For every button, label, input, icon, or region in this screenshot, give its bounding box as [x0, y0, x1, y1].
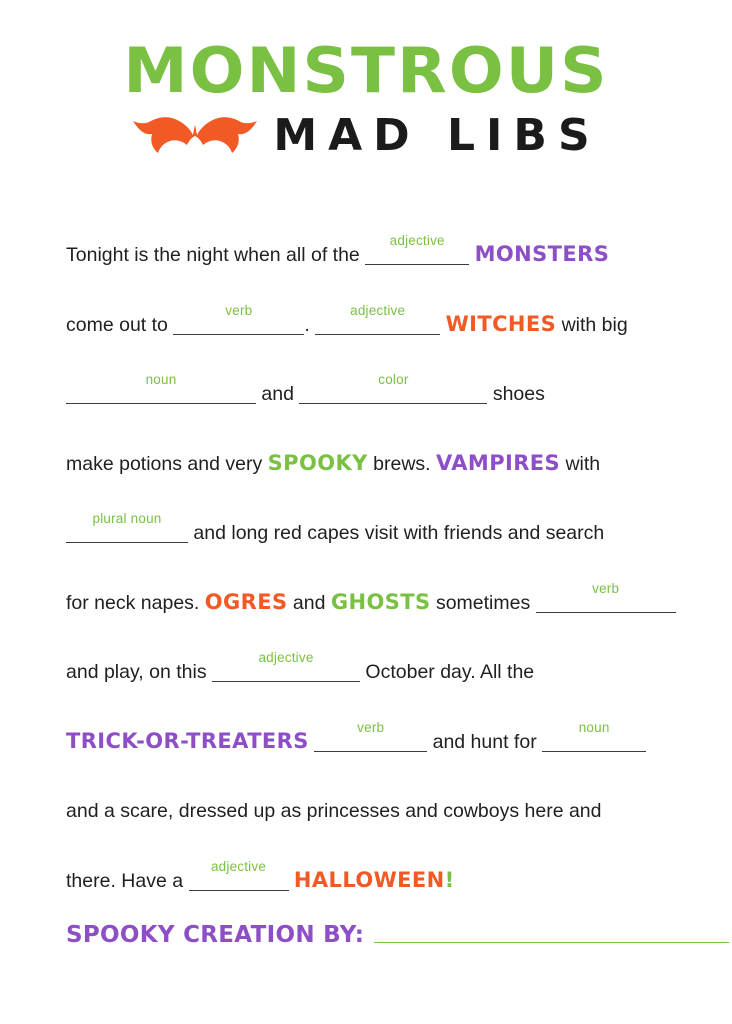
- highlight-word-halloween: HALLOWEEN: [293, 868, 445, 892]
- blank-caption: plural noun: [92, 511, 162, 526]
- blank-caption: color: [378, 372, 409, 387]
- text-segment: and play, on this: [66, 661, 207, 683]
- story-line-6: [66, 568, 666, 638]
- text-segment: shoes: [492, 383, 545, 405]
- blank-caption: adjective: [258, 650, 314, 665]
- page-subtitle: MAD LIBS: [273, 110, 601, 161]
- blank-caption: verb: [225, 303, 253, 318]
- blank-adjective-3[interactable]: [212, 638, 360, 707]
- blank-caption: adjective: [350, 303, 406, 318]
- highlight-word-trick-or-treaters: TRICK-OR-TREATERS: [66, 729, 309, 753]
- text-segment: brews.: [373, 453, 431, 475]
- text-segment: and: [292, 592, 326, 614]
- title-row: [0, 108, 732, 164]
- blank-adjective-1[interactable]: [365, 221, 469, 290]
- blank-rule[interactable]: [173, 334, 304, 335]
- blank-caption: noun: [145, 372, 177, 387]
- highlight-word-spooky: SPOOKY: [267, 451, 368, 475]
- text-segment: with big: [561, 314, 628, 336]
- story-line-9: [66, 777, 666, 846]
- text-segment: with: [565, 453, 601, 475]
- highlight-word-ogres: OGRES: [204, 590, 288, 614]
- story-line-7: [66, 638, 666, 707]
- text-segment: there. Have a: [66, 870, 184, 892]
- blank-rule[interactable]: [189, 890, 289, 891]
- blank-noun-2[interactable]: [542, 708, 646, 777]
- signature-label: SPOOKY CREATION BY:: [66, 922, 365, 948]
- blank-verb-1[interactable]: [173, 291, 304, 360]
- text-segment: October day. All the: [365, 661, 535, 683]
- blank-rule[interactable]: [66, 403, 256, 404]
- blank-rule[interactable]: [299, 403, 487, 404]
- blank-noun-1[interactable]: [66, 360, 256, 429]
- highlight-word-ghosts: GHOSTS: [330, 590, 431, 614]
- blank-color-1[interactable]: [299, 360, 487, 429]
- story-line-2: [66, 290, 666, 360]
- blank-adjective-2[interactable]: [315, 291, 440, 360]
- blank-rule[interactable]: [315, 334, 440, 335]
- highlight-word-witches: WITCHES: [445, 312, 557, 336]
- blank-rule[interactable]: [365, 264, 469, 265]
- highlight-word-monsters: MONSTERS: [474, 242, 610, 266]
- blank-rule[interactable]: [212, 681, 360, 682]
- exclamation-mark: !: [444, 868, 455, 892]
- blank-verb-2[interactable]: [536, 569, 676, 638]
- signature-row: [66, 922, 666, 948]
- text-segment: and a scare, dressed up as princesses and cowboys here and: [66, 800, 602, 822]
- blank-verb-3[interactable]: [314, 708, 427, 777]
- story-line-8: [66, 707, 666, 777]
- blank-caption: verb: [357, 720, 385, 735]
- page-title: MONSTROUS: [123, 34, 609, 107]
- story-line-5: [66, 499, 666, 568]
- text-segment: Tonight is the night when all of the: [66, 244, 360, 266]
- text-segment: and long red capes visit with friends and search: [193, 522, 605, 544]
- text-segment: and: [261, 383, 294, 405]
- text-segment: come out to: [66, 314, 168, 336]
- story-line-4: [66, 429, 666, 499]
- blank-rule[interactable]: [536, 612, 676, 613]
- blank-caption: noun: [578, 720, 610, 735]
- blank-adjective-4[interactable]: [189, 847, 289, 916]
- blank-rule[interactable]: [314, 751, 427, 752]
- blank-caption: adjective: [389, 233, 445, 248]
- blank-caption: adjective: [210, 859, 267, 874]
- signature-input[interactable]: [374, 942, 729, 943]
- bat-icon: [131, 108, 259, 164]
- blank-plural-noun-1[interactable]: [66, 499, 188, 568]
- story-line-10: [66, 846, 666, 916]
- text-segment: and hunt for: [432, 731, 537, 753]
- text-segment: sometimes: [435, 592, 531, 614]
- story-line-1: [66, 220, 666, 290]
- story-body: [66, 220, 666, 916]
- blank-rule[interactable]: [542, 751, 646, 752]
- story-line-3: [66, 360, 666, 429]
- highlight-word-vampires: VAMPIRES: [436, 451, 561, 475]
- blank-caption: verb: [592, 581, 620, 596]
- text-segment: make potions and very: [66, 453, 263, 475]
- text-segment: for neck napes.: [66, 592, 200, 614]
- page-header: [0, 0, 732, 164]
- blank-rule[interactable]: [66, 542, 188, 543]
- text-segment: .: [304, 314, 310, 336]
